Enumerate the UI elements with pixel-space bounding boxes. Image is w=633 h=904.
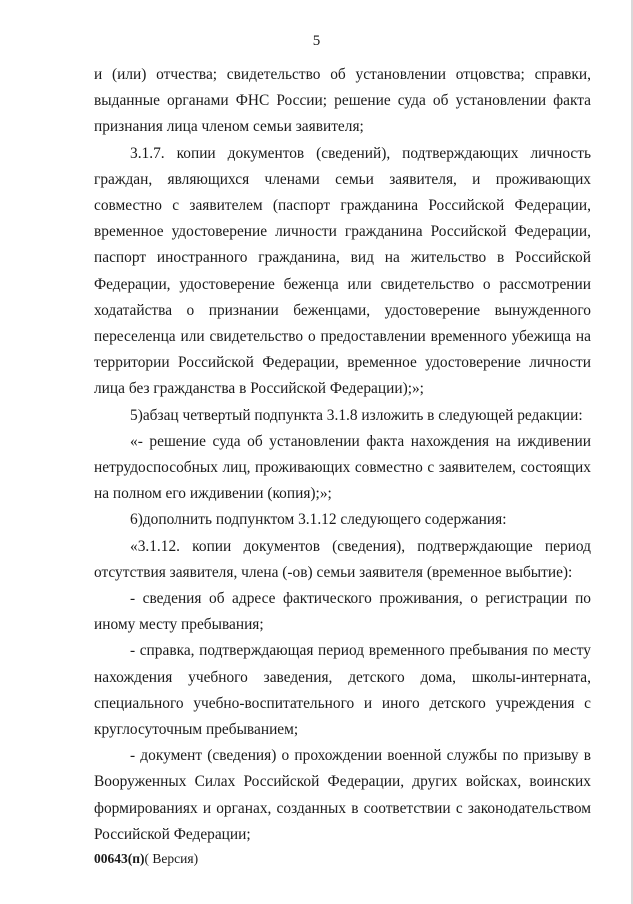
paragraph-address-info: - сведения об адресе фактического проживания, о регистрации по иному месту пребывания; bbox=[94, 590, 591, 634]
page-number: 5 bbox=[312, 33, 321, 49]
list-item-text: абзац четвертый подпункта 3.1.8 изложить в следующей редакции: bbox=[142, 406, 583, 424]
paragraph-3-1-12: «3.1.12. копии документов (сведения), подтверждающие период отсутствия заявителя, члена (-ов) семьи заявителя (временное выбытие): bbox=[94, 537, 591, 581]
footer-version: ( Версия) bbox=[144, 851, 199, 866]
footer-code: 00643(п) bbox=[94, 851, 145, 866]
list-item-6 bbox=[94, 507, 591, 533]
paragraph-continued: и (или) отчества; свидетельство об установлении отцовства; справки, выданные органами ФНС России; решение суда об установлении факта признания лица членом семьи заявителя; bbox=[94, 66, 591, 136]
paragraph-military-service: - документ (сведения) о прохождении военной службы по призыву в Вооруженных Силах Российской Федерации, других войсках, воинских формированиях и органах, созданных в соответствии с законодательством Российской Федерации; bbox=[94, 747, 591, 843]
list-item-text: дополнить подпунктом 3.1.12 следующего содержания: bbox=[142, 511, 507, 529]
paragraph-certificate: - справка, подтверждающая период временного пребывания по месту нахождения учебного заведения, детского дома, школы-интерната, специального учебно-воспитательного и иного детского учреждения с круглосуточным пребыванием; bbox=[94, 642, 591, 739]
list-item-number: 5) bbox=[130, 406, 143, 424]
paragraph-3-1-7: 3.1.7. копии документов (сведений), подтверждающих личность граждан, являющихся членами семьи заявителя, и проживающих совместно с заявителем (паспорт гражданина Российской Федерации, временное удостоверение личности гражданина Российской Федерации, паспорт иностранного гражданина, вид на жительство в Российской Федерации, удостоверение беженца или свидетельство о рассмотрении ходатайства о признании беженцами, удостоверение вынужденного переселенца или свидетельство о предоставлении временного убежища на территории Российской Федерации, временное удостоверение личности лица без гражданства в Российской Федерации);»; bbox=[94, 144, 591, 398]
paragraph-court-decision: «- решение суда об установлении факта нахождения на иждивении нетрудоспособных лиц, проживающих совместно с заявителем, состоящих на полном его иждивении (копия);»; bbox=[94, 432, 591, 503]
list-item-5 bbox=[94, 403, 591, 429]
document-body bbox=[94, 62, 591, 848]
document-footer bbox=[94, 851, 198, 867]
list-item-number: 6) bbox=[130, 511, 143, 529]
